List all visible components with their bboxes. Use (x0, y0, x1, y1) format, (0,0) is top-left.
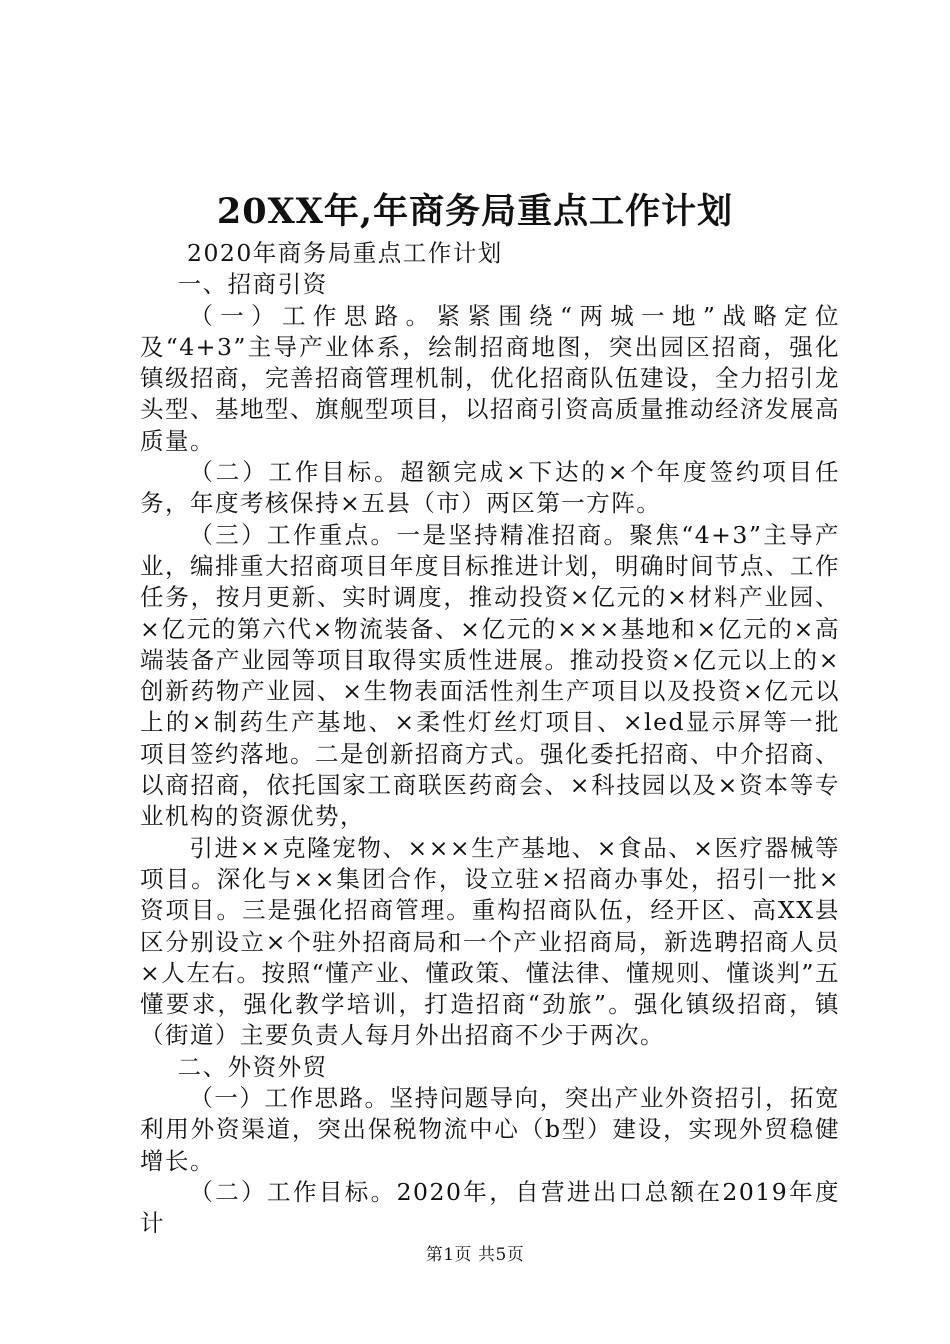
paragraph-trade-approach: （一）工作思路。坚持问题导向，突出产业外资招引，拓宽利用外资渠道，突出保税物流中心（b型）建设，实现外贸稳健增长。 (140, 1084, 840, 1175)
paragraph-work-focus: （三）工作重点。一是坚持精准招商。聚焦“4+3”主导产业，编排重大招商项目年度目标推进计划，明确时间节点、工作任务，按月更新、实时调度，推动投资×亿元的×材料产业园、×亿元的第六代×物流装备、×亿元的×××基地和×亿元的×高端装备产业园等项目取得实质性进展。推动投资×亿元以上的×创新药物产业园、×生物表面活性剂生产项目以及投资×亿元以上的×制药生产基地、×柔性灯丝灯项目、×led显示屏等一批项目签约落地。二是创新招商方式。强化委托招商、中介招商、以商招商，依托国家工商联医药商会、×科技园以及×资本等专业机构的资源优势， (140, 520, 840, 831)
document-body (140, 238, 840, 1240)
section-heading-investment: 一、招商引资 (177, 270, 328, 299)
section-heading-foreign-trade: 二、外资外贸 (177, 1052, 328, 1081)
paragraph-work-approach: （一）工作思路。紧紧围绕“两城一地”战略定位及“4+3”主导产业体系，绘制招商地图，突出园区招商，强化镇级招商，完善招商管理机制，优化招商队伍建设，全力招引龙头型、基地型、旗舰型项目，以招商引资高质量推动经济发展高质量。 (140, 301, 840, 455)
document-title: 20XX年,年商务局重点工作计划 (216, 191, 734, 232)
page-footer: 第1页 共5页 (425, 1245, 525, 1265)
document-subtitle: 2020年商务局重点工作计划 (187, 239, 503, 267)
paragraph-work-focus-continued: 引进××克隆宠物、×××生产基地、×食品、×医疗器械等项目。深化与××集团合作，设立驻×招商办事处，招引一批×资项目。三是强化招商管理。重构招商队伍，经开区、高XX县区分别设立×个驻外招商局和一个产业招商局，新选聘招商人员×人左右。按照“懂产业、懂政策、懂法律、懂规则、懂谈判”五懂要求，强化教学培训，打造招商“劲旅”。强化镇级招商，镇（街道）主要负责人每月外出招商不少于两次。 (140, 833, 840, 1050)
paragraph-work-target: （二）工作目标。超额完成×下达的×个年度签约项目任务，年度考核保持×五县（市）两区第一方阵。 (140, 458, 840, 518)
paragraph-trade-target: （二）工作目标。2020年，自营进出口总额在2019年度计 (140, 1177, 840, 1238)
